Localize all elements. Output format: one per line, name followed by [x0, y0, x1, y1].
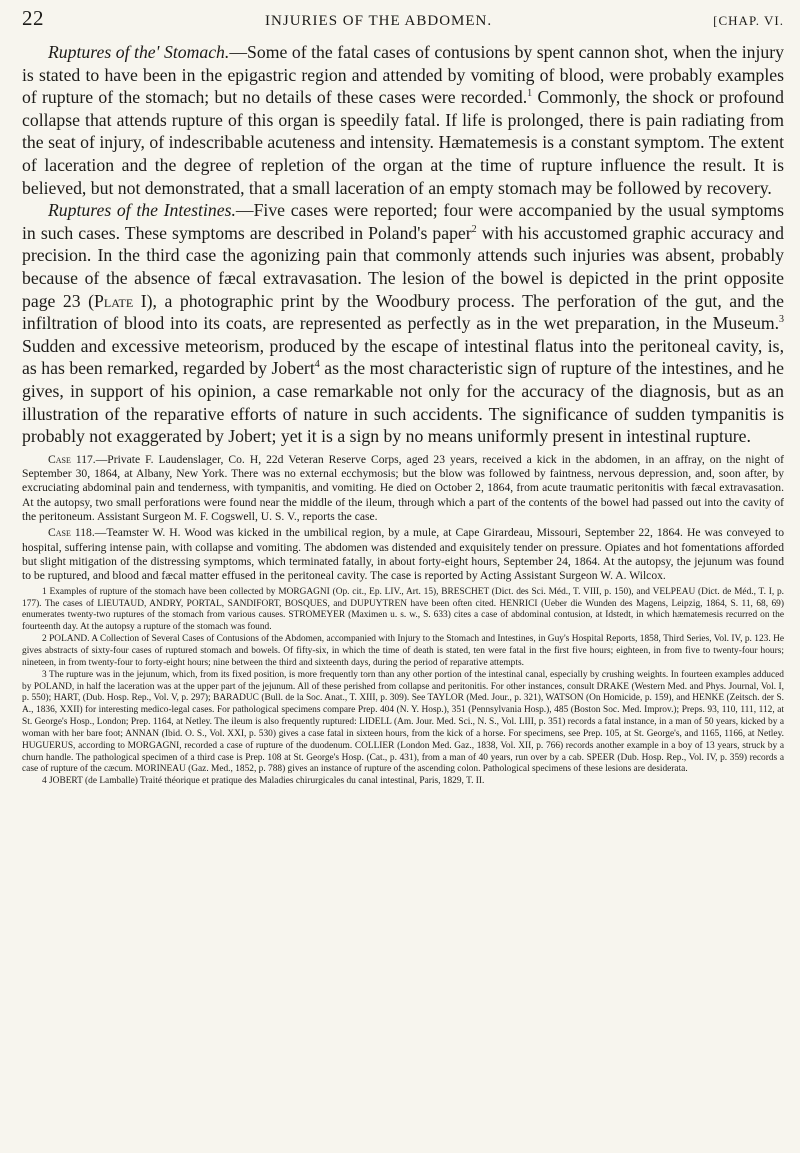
plate-reference: Plate	[94, 290, 134, 311]
footnote: 2 POLAND. A Collection of Several Cases of Contusions of the Abdomen, accompanied with Injury to the Stomach and Intestines, in Guy's Hospital Reports, 1858, Third Series, Vol. IV, p. 123. He gives abstracts of sixty-four cases of ruptured stomach and bowels. Of fifty-six, in which the time of death is stated, ten were fatal in the first five hours; eighteen, in from five to twenty-four hours; nineteen, in from twenty-four to forty-eight hours; nine between the third and sixteenth days, during the period of reparative attempts.	[22, 634, 784, 668]
running-title: INJURIES OF THE ABDOMEN.	[265, 13, 493, 29]
paragraph-text: —Five cases were reported; four were accompanied by the usual symptoms in such cases. These symptoms are described in Poland's paper	[22, 200, 784, 243]
paragraph-text: Sudden and excessive meteorism, produced by the escape of intestinal flatus into the peritoneal cavity, is, as has been remarked, regarded by Jobert	[22, 335, 784, 379]
paragraph-text: Commonly, the shock or profound collapse that attends rupture of this organ is speedily fatal. If life is prolonged, there is pain radiating from the seat of injury, of indescribable acuteness and intensity. Hæmatemesis is a constant symptom. The extent of laceration and the degree of repletion of the organ at the time of rupture influence the result. It is believed, but not demonstrated, that a small laceration of an empty stomach may be followed by recovery.	[22, 87, 784, 198]
section-heading-stomach: Ruptures of the' Stomach.	[48, 42, 230, 62]
book-page	[22, 6, 784, 788]
footnote-ref: 2	[471, 223, 477, 235]
footnote: 3 The rupture was in the jejunum, which, from its fixed position, is more frequently torn than any other portion of the intestinal canal, especially by crushing weights. In fourteen examples adduced by POLAND, in half the laceration was at the upper part of the jejunum. All of these perished from collapse and peritonitis. For other instances, consult DRAKE (Western Med. and Phys. Journal, Vol. I, p. 550); HART, (Dub. Hosp. Rep., Vol. V, p. 297); BARADUC (Bull. de la Soc. Anat., T. XIII, p. 309). See TAYLOR (Med. Jour., p. 321), WATSON (On Homicide, p. 159), and HENKE (Zeitsch. der S. A., 1836, XXII) for interesting medico-legal cases. For pathological specimens compare Prep. 404 (N. Y. Hosp.), 351 (Pennsylvania Hosp.), 485 (Boston Soc. Med. Improv.); Preps. 93, 110, 111, 112, at St. George's Hosp., London; Prep. 1164, at Netley. The ileum is also frequently ruptured: LIDELL (Am. Jour. Med. Sci., N. S., Vol. LIII, p. 351) records a fatal instance, in a man of 50 years, kicked by a woman with her bare foot; ANNAN (Ibid. O. S., Vol. XXI, p. 530) gives a case fatal in sixteen hours, from the kick of a horse. For specimens, see Prep. 105, at St. George's, and 1165, 1166, at Netley. HUGUERUS, according to MORGAGNI, recorded a case of rupture of the duodenum. COLLIER (London Med. Gaz., 1838, Vol. XII, p. 766) records another example in a boy of 13 years, struck by a churn handle. The pathological specimen of a third case is Prep. 108 at St. George's Hosp. (Cat., p. 431), from a man of 40 years, run over by a cab. SPEER (Dub. Hosp. Rep., Vol. IV, p. 359) records a case of rupture of the cæcum. MORINEAU (Gaz. Med., 1852, p. 788) gives an instance of rupture of the ascending colon. Pathological specimens of these lesions are desiderata.	[22, 669, 784, 775]
footnote: 4 JOBERT (de Lamballe) Traité théorique et pratique des Maladies chirurgicales du canal intestinal, Paris, 1829, T. II.	[42, 776, 485, 787]
footnote-ref: 3	[779, 314, 784, 326]
paragraph-stomach-ruptures	[22, 41, 784, 199]
page-header	[22, 6, 784, 34]
footnotes	[22, 587, 784, 788]
main-text	[22, 41, 784, 448]
footnote: 1 Examples of rupture of the stomach have been collected by MORGAGNI (Op. cit., Ep. LIV., Art. 15), BRESCHET (Dict. des Sci. Méd., T. VIII, p. 150), and VELPEAU (Dict. de Méd., T. I, p. 177). The cases of LIEUTAUD, ANDRY, PORTAL, SANDIFORT, BOSQUES, and DUPUYTREN have been often cited. HENRICI (Ueber die Wunden des Magens, Leipzig, 1864, S. 11, 68, 69) enumerates twenty-two ruptures of the stomach from various causes. STROMEYER (Maximen u. s. w., S. 633) cites a case of abdominal contusion, at Idstedt, in which hæmatemesis recurred on the fourteenth day. At the autopsy a rupture of the stomach was found.	[22, 586, 784, 633]
footnote-ref: 1	[527, 88, 533, 100]
section-heading-intestines: Ruptures of the Intestines.	[48, 200, 236, 221]
paragraph-text: as the most characteristic sign of rupture of the intestines, and he gives, in support of his opinion, a case remarkable not only for the accuracy of the diagnosis, but as an illustration of the reparative efforts of nature in such accidents. The significance of sudden tympanitis is probably not exaggerated by Jobert; yet it is a sign by no means uniformly present in intestinal rupture.	[22, 358, 784, 447]
chapter-label: [CHAP. VI.	[713, 13, 784, 28]
page-number: 22	[22, 6, 44, 30]
case-label: Case 117.	[48, 452, 96, 466]
paragraph-text: with his accustomed graphic accuracy and precision. In the third case the agonizing pain that commonly attends such injuries was absent, probably because of the absence of fæcal extravasation. The lesion of the bowel is depicted in the print opposite page 23 (	[22, 222, 784, 311]
paragraph-text: —Some of the fatal cases of contusions by spent cannon shot, when the injury is stated to have been in the epigastric region and attended by vomiting of blood, were probably examples of rupture of the stomach; but no details of these cases were recorded.	[22, 42, 784, 108]
paragraph-text: I), a photographic print by the Woodbury process. The perforation of the gut, and the infiltration of blood into its coats, are represented as perfectly as in the wet preparation, in the Museum.	[22, 290, 784, 334]
case-report	[22, 526, 784, 583]
footnote-ref: 4	[314, 359, 320, 371]
paragraph-intestine-ruptures	[22, 199, 784, 448]
case-report	[22, 453, 784, 525]
case-label: Case 118.	[48, 526, 95, 540]
case-reports	[22, 453, 784, 584]
case-text: —Teamster W. H. Wood was kicked in the umbilical region, by a mule, at Cape Girardeau, Missouri, September 22, 1864. He was conveyed to hospital, suffering intense pain, with collapse and vomiting. The abdomen was distended and exquisitely tender on pressure. Opiates and hot fomentations afforded but slight mitigation of the distressing symptoms, which terminated fatally, in about forty-eight hours, September 24, 1864. At the autopsy, the jejunum was found to be ruptured, and blood and fæcal matter effused in the peritoneal cavity. The case is reported by Acting Assistant Surgeon W. A. Wilcox.	[22, 526, 785, 583]
case-text: —Private F. Laudenslager, Co. H, 22d Veteran Reserve Corps, aged 23 years, received a kick in the abdomen, in an affray, on the night of September 30, 1864, at Albany, New York. There was no external ecchymosis; but the blow was followed by faintness, nervous depression, and, soon after, by excruciating abdominal pain and tenderness, with tympanitis, and vomiting. He died on October 2, 1864, from acute traumatic peritonitis with fæcal extravasation. At the autopsy, two small perforations were found near the middle of the ileum, through which a part of the contents of the bowel had passed out into the cavity of the peritoneum. Assistant Surgeon M. F. Cogswell, U. S. V., reports the case.	[22, 452, 784, 524]
